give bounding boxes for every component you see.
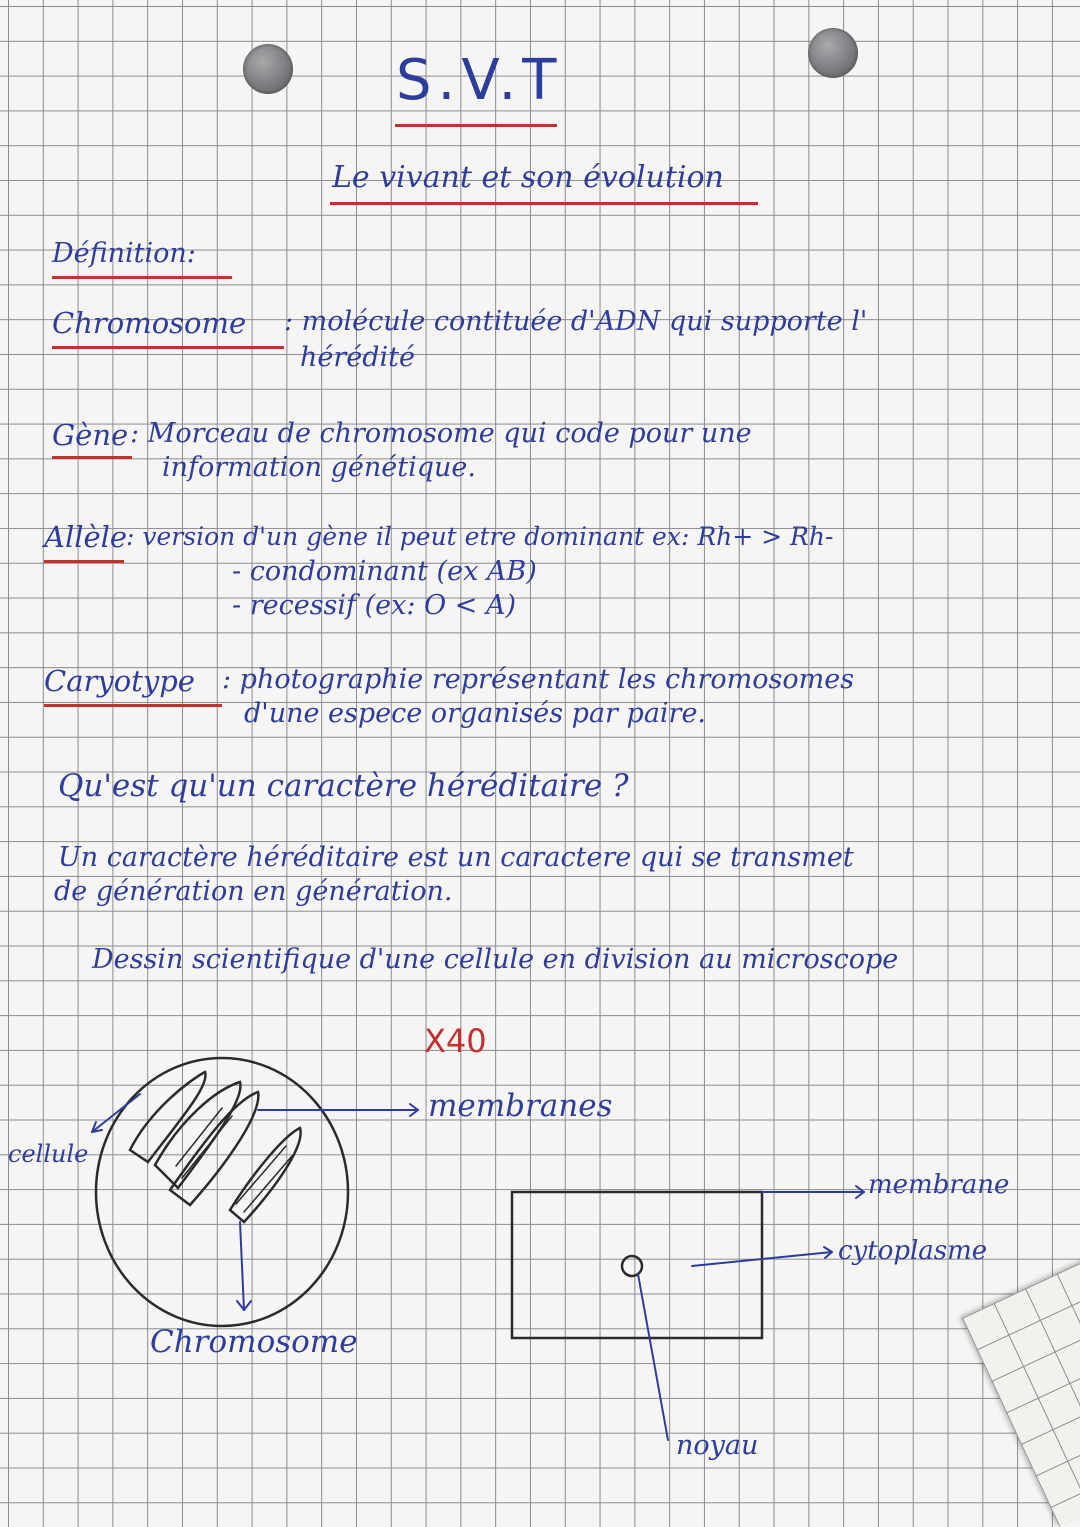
page-title: S.V.T bbox=[396, 48, 563, 113]
magnification-label: X40 bbox=[424, 1022, 487, 1060]
label-cytoplasme: cytoplasme bbox=[838, 1236, 988, 1266]
allele-definition-line1: : version d'un gène il peut etre dominant ex: Rh+ > Rh- bbox=[126, 522, 834, 551]
noyau-pointer bbox=[638, 1274, 668, 1440]
cellule-pointer bbox=[92, 1094, 140, 1132]
drawing-heading: Dessin scientifique d'une cellule en division au microscope bbox=[92, 944, 899, 975]
chromosome-shape-4 bbox=[230, 1128, 301, 1222]
allele-definition-line2: - condominant (ex AB) bbox=[232, 556, 537, 587]
label-noyau: noyau bbox=[676, 1430, 759, 1461]
label-cellule: cellule bbox=[8, 1140, 89, 1168]
caryotype-definition-line1: : photographie représentant les chromosomes bbox=[222, 664, 855, 695]
term-caryotype: Caryotype bbox=[44, 664, 195, 698]
caryotype-definition-line2: d'une espece organisés par paire. bbox=[244, 698, 707, 729]
term-allele: Allèle bbox=[44, 520, 128, 554]
gene-definition-line1: : Morceau de chromosome qui code pour une bbox=[130, 418, 752, 449]
label-chromosome: Chromosome bbox=[150, 1324, 358, 1360]
label-membrane: membrane bbox=[868, 1170, 1010, 1200]
answer-line2: de génération en génération. bbox=[54, 876, 453, 907]
definition-heading: Définition: bbox=[52, 238, 196, 269]
gene-definition-line2: information génétique. bbox=[162, 452, 476, 483]
page-subtitle: Le vivant et son évolution bbox=[332, 160, 724, 195]
answer-line1: Un caractère héréditaire est un caractere qui se transmet bbox=[58, 842, 854, 873]
cell-rectangle bbox=[512, 1192, 762, 1338]
label-membranes: membranes bbox=[428, 1088, 613, 1124]
chromosome-definition-line1: : molécule contituée d'ADN qui supporte l' bbox=[284, 306, 868, 337]
chromosome-definition-line2: hérédité bbox=[300, 342, 416, 373]
term-gene: Gène bbox=[52, 418, 129, 452]
allele-definition-line3: - recessif (ex: O < A) bbox=[232, 590, 516, 621]
nucleus-circle bbox=[622, 1256, 642, 1276]
term-chromosome: Chromosome bbox=[52, 306, 247, 340]
chromatid-line bbox=[236, 1146, 292, 1212]
chromosome-shape-1 bbox=[130, 1072, 206, 1162]
chromosome-pointer bbox=[240, 1222, 244, 1310]
question-text: Qu'est qu'un caractère héréditaire ? bbox=[58, 768, 629, 804]
